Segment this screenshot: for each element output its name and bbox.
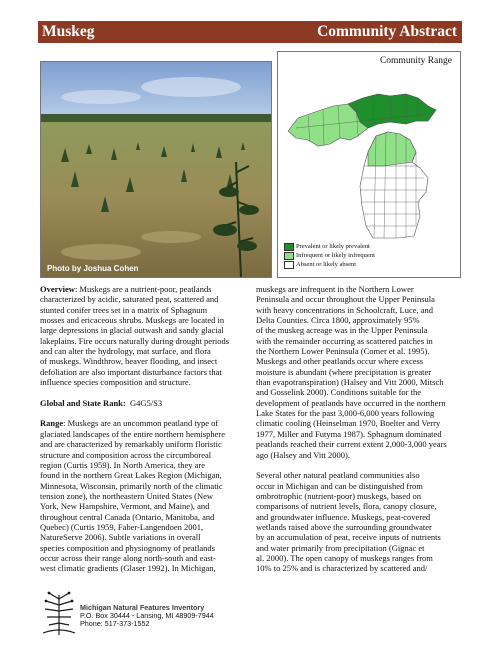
text-line: climatic cooling (Heinselman 1970, Boelter and Verry bbox=[256, 418, 441, 429]
text-line: region (Curtis 1959). In North America, they are bbox=[40, 459, 205, 470]
text-line: found in the northern Great Lakes Region (Michigan, bbox=[40, 470, 222, 481]
text-line: and groundwater influence. Muskegs, peat-covered bbox=[256, 511, 431, 522]
text-line: tension zone), the northeastern United States (New bbox=[40, 490, 214, 501]
overview-heading: Overview bbox=[40, 284, 75, 294]
text-line: influence species composition and structure. bbox=[40, 377, 191, 388]
range-heading: Range bbox=[40, 418, 64, 429]
text-line: : Muskegs are an uncommon peatland type of bbox=[63, 418, 219, 429]
range-paragraph bbox=[40, 418, 250, 573]
text-line: 1977, Miller and Futyma 1987). Sphagnum dominated bbox=[256, 428, 442, 439]
text-line: characterized by acidic, saturated peat, scattered and bbox=[40, 294, 219, 305]
text-line: occur in Michigan and can be distinguished from bbox=[256, 480, 423, 491]
document-type: Community Abstract bbox=[317, 23, 457, 40]
text-line: Quebec) (Curtis 1959, Faber-Langendoen 2001, bbox=[40, 521, 204, 532]
text-line: York, New Hampshire, Vermont, and Maine), and bbox=[40, 501, 210, 512]
text-line: glaciated landscapes of the entire northern hemisphere bbox=[40, 428, 226, 439]
text-line: mosses and ericaceous shrubs. Muskegs are located in bbox=[40, 315, 225, 326]
legend-label: Absent or likely absent bbox=[296, 261, 357, 268]
text-line: : Muskegs are a nutrient-poor, peatlands bbox=[74, 284, 212, 294]
legend-item bbox=[284, 251, 375, 260]
text-line: Muskegs and other peatlands occur where excess bbox=[256, 356, 424, 367]
text-line: stunted conifer trees set in a matrix of Sphagnum bbox=[40, 304, 208, 315]
text-line: species composition and physiognomy of peatlands bbox=[40, 542, 215, 553]
text-line: peatlands reached their current extent 2,000-3,000 years bbox=[256, 439, 447, 450]
text-line: al. 2000). The open canopy of muskegs ranges from bbox=[256, 552, 433, 563]
legend-swatch-prevalent bbox=[284, 243, 294, 251]
legend-item bbox=[284, 242, 375, 251]
text-line: comparisons of nutrient levels, flora, canopy closure, bbox=[256, 501, 437, 512]
text-line: than evapotranspiration) (Halsey and Vitt 2000, Mitsch bbox=[256, 377, 444, 388]
legend-item bbox=[284, 260, 375, 269]
text-line: west climatic gradients (Glaser 1992). In Michigan, bbox=[40, 563, 216, 574]
text-line: structure and composition across the circumboreal bbox=[40, 449, 212, 460]
header-bar bbox=[38, 21, 462, 43]
text-line: of muskegs. Windthrow, beaver flooding, and insect bbox=[40, 356, 218, 367]
rank-heading: Global and State Rank: bbox=[40, 397, 126, 408]
text-line: the Northern Lower Peninsula (Comer et al. 1995). bbox=[256, 346, 430, 357]
community-range-map bbox=[277, 51, 461, 278]
text-line: Lake States for the past 3,000-6,000 years following bbox=[256, 408, 435, 419]
right-column bbox=[256, 284, 466, 584]
map-title: Community Range bbox=[379, 56, 452, 66]
legend-swatch-infrequent bbox=[284, 252, 294, 260]
footer-contact bbox=[80, 604, 214, 629]
text-line: Minnesota, Wisconsin, primarily north of the climatic bbox=[40, 480, 223, 491]
overview-paragraph bbox=[40, 284, 250, 387]
michigan-map bbox=[278, 66, 460, 251]
legend-swatch-absent bbox=[284, 261, 294, 269]
text-line: ombrotrophic (nutrient-poor) muskegs, based on bbox=[256, 490, 422, 501]
org-address: P.O. Box 30444 - Lansing, MI 48909-7944 bbox=[80, 611, 214, 621]
text-line: ago (Halsey and Vitt 2000). bbox=[256, 449, 350, 460]
org-phone: Phone: 517-373-1552 bbox=[80, 619, 150, 629]
legend-label: Infrequent or likely infrequent bbox=[296, 252, 375, 259]
text-line: occur across their range along north-south and east- bbox=[40, 552, 216, 563]
map-legend bbox=[284, 242, 375, 269]
text-line: lakeplains. Fire occurs naturally during drought periods bbox=[40, 335, 230, 346]
rank-value: G4G5/S3 bbox=[129, 397, 163, 408]
text-line: moisture is abundant (where precipitation is greater bbox=[256, 366, 432, 377]
text-line: muskegs are infrequent in the Northern Lower bbox=[256, 284, 414, 294]
text-line: throughout central Canada (Ontario, Manitoba, and bbox=[40, 511, 215, 522]
distribution-paragraph bbox=[256, 284, 466, 460]
text-line: NatureServe 2006). Subtle variations in overall bbox=[40, 532, 201, 543]
text-line: development of peatlands have occurred in the northern bbox=[256, 397, 446, 408]
footer bbox=[40, 589, 260, 637]
text-line: wetlands raised above the surrounding groundwater bbox=[256, 521, 432, 532]
org-name: Michigan Natural Features Inventory bbox=[80, 603, 205, 612]
text-line: by an accumulation of peat, receive inputs of nutrients bbox=[256, 532, 441, 543]
text-line: with the remainder occurring as scattered patches in bbox=[256, 335, 433, 346]
text-line: defoliation are also important disturbance factors that bbox=[40, 366, 222, 377]
text-line: large depressions in glacial outwash and sandy glacial bbox=[40, 325, 224, 336]
comparison-paragraph bbox=[256, 470, 466, 573]
left-column bbox=[40, 284, 250, 584]
mnfi-logo-icon bbox=[40, 589, 78, 637]
legend-label: Prevalent or likely prevalent bbox=[296, 243, 370, 250]
text-line: and water primarily from precipitation (Gignac et bbox=[256, 542, 425, 553]
muskeg-photo bbox=[40, 61, 272, 278]
text-line: Several other natural peatland communities also bbox=[256, 470, 420, 481]
community-name: Muskeg bbox=[42, 23, 95, 40]
rank-paragraph bbox=[40, 398, 250, 408]
text-line: with heavy concentrations in Schoolcraft, Luce, and bbox=[256, 304, 434, 315]
photo-credit: Photo by Joshua Cohen bbox=[47, 264, 139, 273]
text-line: Delta Counties. Circa 1800, approximately 95% bbox=[256, 315, 420, 326]
text-line: and are characterized by remarkably uniform floristic bbox=[40, 439, 222, 450]
text-line: and can alter the hydrology, mat surface, and flora bbox=[40, 346, 211, 357]
text-line: Peninsula and occur throughout the Upper Peninsula bbox=[256, 294, 435, 305]
text-line: of the muskeg acreage was in the Upper Peninsula bbox=[256, 325, 428, 336]
text-line: 10% to 25% and is characterized by scattered and/ bbox=[256, 563, 428, 574]
text-line: and Gosselink 2000). Conditions suitable for the bbox=[256, 387, 422, 398]
